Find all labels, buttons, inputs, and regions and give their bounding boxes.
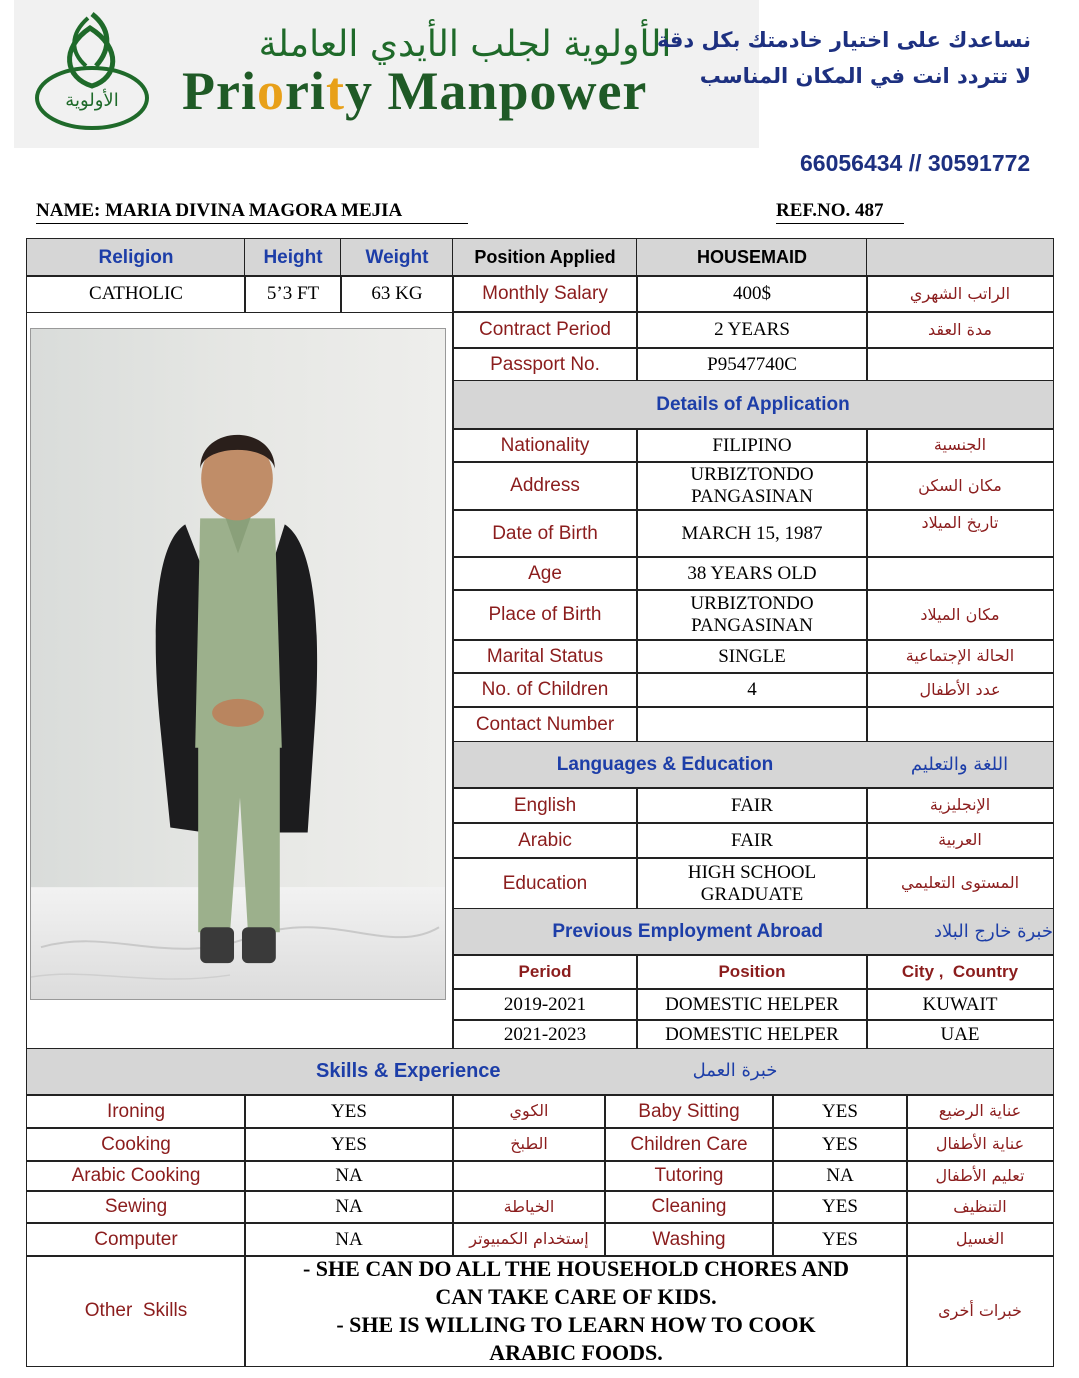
company-name-english: Priority Manpower bbox=[182, 61, 648, 121]
employment-country: UAE bbox=[866, 1019, 1054, 1050]
position-value: HOUSEMAID bbox=[636, 238, 868, 277]
languages-section-title: Languages & Education bbox=[452, 741, 868, 789]
skill-sewing-label: Sewing bbox=[26, 1190, 246, 1224]
marital-value: SINGLE bbox=[636, 639, 868, 674]
salary-value: 400$ bbox=[636, 275, 868, 313]
company-logo-mark bbox=[30, 8, 160, 136]
other-skills-label-arabic: خبرات أخرى bbox=[906, 1255, 1054, 1367]
age-label: Age bbox=[452, 556, 638, 591]
employment-period: 2019-2021 bbox=[452, 988, 638, 1021]
skill-computer-arabic: إستخدام الكمبيوتر bbox=[452, 1222, 606, 1257]
employment-country-header: City , Country bbox=[866, 954, 1054, 990]
position-blank bbox=[866, 238, 1054, 277]
skill-babysitting-arabic: عناية الرضيع bbox=[906, 1094, 1054, 1129]
employment-position: DOMESTIC HELPER bbox=[636, 1019, 868, 1050]
salary-label-arabic: الراتب الشهري bbox=[866, 275, 1054, 313]
other-skills-label: Other Skills bbox=[26, 1255, 246, 1367]
pob-value: URBIZTONDO PANGASINAN bbox=[636, 589, 868, 641]
skill-cooking-arabic: الطبخ bbox=[452, 1127, 606, 1162]
skill-ironing-value: YES bbox=[244, 1094, 454, 1129]
skill-cleaning-label: Cleaning bbox=[604, 1190, 774, 1224]
religion-header: Religion bbox=[26, 238, 246, 277]
skills-section-header bbox=[26, 1048, 1054, 1096]
passport-blank bbox=[866, 347, 1054, 382]
contact-value bbox=[636, 706, 868, 743]
skill-childcare-label: Children Care bbox=[604, 1127, 774, 1162]
skill-sewing-value: NA bbox=[244, 1190, 454, 1224]
height-value: 5’3 FT bbox=[244, 275, 342, 313]
pob-label-arabic: مكان الميلاد bbox=[866, 589, 1054, 641]
contact-label: Contact Number bbox=[452, 706, 638, 743]
weight-value: 63 KG bbox=[340, 275, 454, 313]
employment-section-title-arabic: خبرة خارج البلاد bbox=[866, 908, 1054, 956]
employment-period: 2021-2023 bbox=[452, 1019, 638, 1050]
marital-label-arabic: الحالة الإجتماعية bbox=[866, 639, 1054, 674]
skills-section-title: Skills & Experience bbox=[316, 1060, 501, 1082]
employment-position-header: Position bbox=[636, 954, 868, 990]
skill-childcare-arabic: عناية الأطفال bbox=[906, 1127, 1054, 1162]
nationality-value: FILIPINO bbox=[636, 428, 868, 463]
contract-label: Contract Period bbox=[452, 311, 638, 349]
skill-cooking-label: Cooking bbox=[26, 1127, 246, 1162]
education-label-arabic: المستوى التعليمي bbox=[866, 857, 1054, 910]
other-skills-line: CAN TAKE CARE OF KIDS. bbox=[435, 1284, 717, 1309]
address-label-arabic: مكان السكن bbox=[866, 461, 1054, 511]
arabic-label-arabic: العربية bbox=[866, 822, 1054, 859]
dob-label-arabic: تاريخ الميلاد bbox=[866, 509, 1054, 558]
skill-childcare-value: YES bbox=[772, 1127, 908, 1162]
skills-section-title-arabic: خبرة العمل bbox=[692, 1060, 778, 1081]
phone-numbers: 66056434 // 30591772 bbox=[800, 150, 1031, 176]
dob-value: MARCH 15, 1987 bbox=[636, 509, 868, 558]
tagline-arabic-2: لا تتردد انت في المكان المناسب bbox=[699, 64, 1031, 88]
education-label: Education bbox=[452, 857, 638, 910]
pob-label: Place of Birth bbox=[452, 589, 638, 641]
address-value: URBIZTONDO PANGASINAN bbox=[636, 461, 868, 511]
nationality-label-arabic: الجنسية bbox=[866, 428, 1054, 463]
children-label: No. of Children bbox=[452, 672, 638, 708]
other-skills-text bbox=[244, 1255, 908, 1367]
skill-babysitting-label: Baby Sitting bbox=[604, 1094, 774, 1129]
skill-computer-value: NA bbox=[244, 1222, 454, 1257]
children-label-arabic: عدد الأطفال bbox=[866, 672, 1054, 708]
skill-arabic-cooking-arabic bbox=[452, 1160, 606, 1192]
arabic-value: FAIR bbox=[636, 822, 868, 859]
passport-value: P9547740C bbox=[636, 347, 868, 382]
languages-section-title-arabic: اللغة والتعليم bbox=[866, 741, 1054, 789]
contract-value: 2 YEARS bbox=[636, 311, 868, 349]
contract-label-arabic: مدة العقد bbox=[866, 311, 1054, 349]
tagline-arabic-1: نساعدك على اختيار خادمتك بكل دقة bbox=[656, 28, 1031, 52]
age-value: 38 YEARS OLD bbox=[636, 556, 868, 591]
education-value: HIGH SCHOOL GRADUATE bbox=[636, 857, 868, 910]
other-skills-line: - SHE IS WILLING TO LEARN HOW TO COOK bbox=[336, 1312, 816, 1337]
skill-washing-arabic: الغسيل bbox=[906, 1222, 1054, 1257]
logo-mark-text: الأولوية bbox=[65, 90, 119, 111]
skill-arabic-cooking-value: NA bbox=[244, 1160, 454, 1192]
reference-number: REF.NO. 487 bbox=[776, 200, 904, 224]
skill-cooking-value: YES bbox=[244, 1127, 454, 1162]
marital-label: Marital Status bbox=[452, 639, 638, 674]
skill-tutoring-label: Tutoring bbox=[604, 1160, 774, 1192]
weight-header: Weight bbox=[340, 238, 454, 277]
height-header: Height bbox=[244, 238, 342, 277]
skill-arabic-cooking-label: Arabic Cooking bbox=[26, 1160, 246, 1192]
dob-label: Date of Birth bbox=[452, 509, 638, 558]
other-skills-line: - SHE CAN DO ALL THE HOUSEHOLD CHORES AND bbox=[302, 1256, 850, 1281]
other-skills-line: ARABIC FOODS. bbox=[489, 1340, 663, 1365]
nationality-label: Nationality bbox=[452, 428, 638, 463]
details-section-title: Details of Application bbox=[452, 380, 1054, 430]
skill-tutoring-arabic: تعليم الأطفال bbox=[906, 1160, 1054, 1192]
english-label-arabic: الإنجليزية bbox=[866, 787, 1054, 824]
employment-position: DOMESTIC HELPER bbox=[636, 988, 868, 1021]
contact-blank bbox=[866, 706, 1054, 743]
english-value: FAIR bbox=[636, 787, 868, 824]
company-name-arabic: الأولوية لجلب الأيدي العاملة bbox=[258, 24, 672, 65]
position-header: Position Applied bbox=[452, 238, 638, 277]
skill-washing-value: YES bbox=[772, 1222, 908, 1257]
skill-tutoring-value: NA bbox=[772, 1160, 908, 1192]
children-value: 4 bbox=[636, 672, 868, 708]
candidate-photo bbox=[30, 328, 446, 1000]
skill-computer-label: Computer bbox=[26, 1222, 246, 1257]
skill-cleaning-value: YES bbox=[772, 1190, 908, 1224]
english-label: English bbox=[452, 787, 638, 824]
skill-ironing-arabic: الكوي bbox=[452, 1094, 606, 1129]
candidate-name: NAME: MARIA DIVINA MAGORA MEJIA bbox=[36, 200, 468, 224]
employment-section-title: Previous Employment Abroad bbox=[452, 908, 868, 956]
skill-babysitting-value: YES bbox=[772, 1094, 908, 1129]
religion-value: CATHOLIC bbox=[26, 275, 246, 313]
employment-period-header: Period bbox=[452, 954, 638, 990]
arabic-label: Arabic bbox=[452, 822, 638, 859]
salary-label: Monthly Salary bbox=[452, 275, 638, 313]
skill-sewing-arabic: الخياطة bbox=[452, 1190, 606, 1224]
passport-label: Passport No. bbox=[452, 347, 638, 382]
skill-ironing-label: Ironing bbox=[26, 1094, 246, 1129]
address-label: Address bbox=[452, 461, 638, 511]
skill-washing-label: Washing bbox=[604, 1222, 774, 1257]
employment-country: KUWAIT bbox=[866, 988, 1054, 1021]
skill-cleaning-arabic: التنظيف bbox=[906, 1190, 1054, 1224]
age-blank bbox=[866, 556, 1054, 591]
